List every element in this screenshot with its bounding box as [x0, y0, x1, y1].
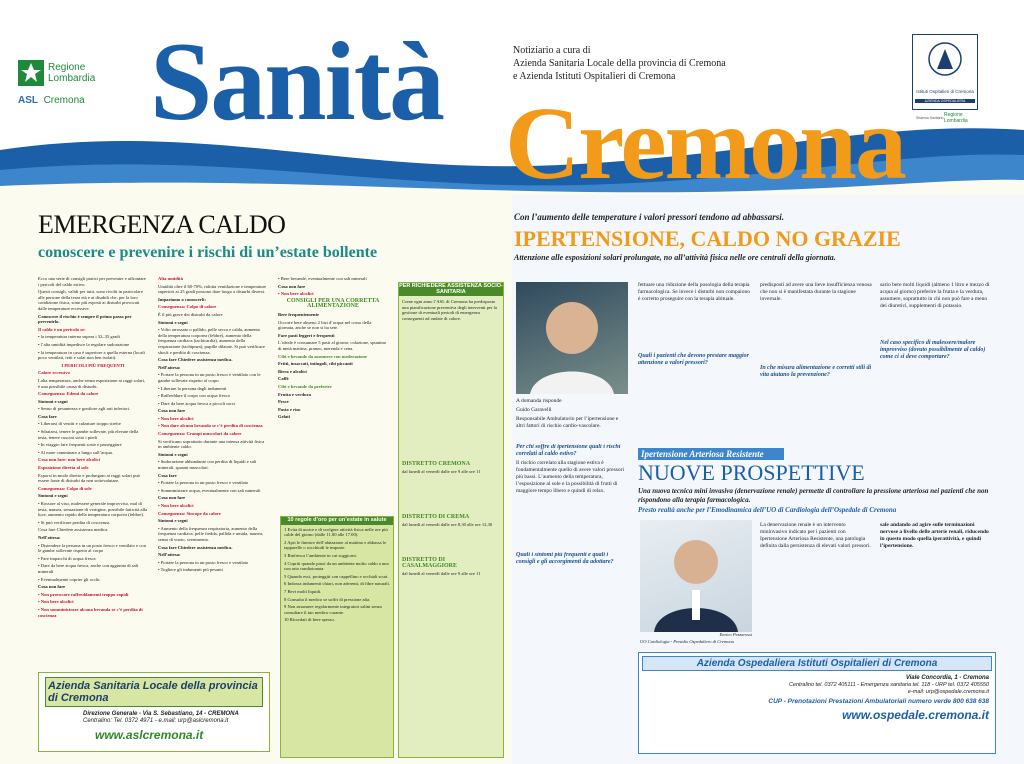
- section2-label: Ipertensione Arteriosa Resistente: [638, 448, 784, 460]
- asl-footer-title: Azienda Sanitaria Locale della provincia di Cremona: [45, 677, 263, 707]
- right-col-a2: Quali i sintomi più frequenti e quali i consigli e gli accorgimenti da adottare?: [516, 552, 614, 565]
- section2-presented: Presto realtà anche per l’Emodinamica dell’UO di Cardiologia dell’Ospedale di Cremona: [638, 506, 897, 514]
- garavelli-caption: A domanda risponde Guido Garavelli Responsabile Ambulatorio per l’ipertensione e altri fattori di rischio cardio-vascolare.: [516, 398, 619, 429]
- right-col-a: Per chi soffre di ipertensione quali i rischi correlati al caldo estivo? Il rischio correlato alla stagione estiva è fondamentalmente quello di avere valori pressori più bassi. L’aumento della temperatura, l’esposizione al sole e la possibilità di frutti di maggiore tempo libero e quindi di relax.: [516, 444, 624, 494]
- right-col-b: fettuare una riduzione della posologia della terapia farmacologica. Se invece i disturbi non compaiono è corretto proseguire con la terapia abituale. Quali i pazienti che devono prestare maggior attenzione a valori pressori?: [638, 282, 750, 366]
- title-cremona: Cremona: [505, 86, 906, 195]
- pezzarossi-caption-name: Enrico Pezzarossi: [719, 632, 752, 637]
- region-name: Regione Lombardia: [48, 62, 96, 84]
- left-column-3: • Bere bevande, eventualmente con sali minerali Cosa non fare • Non bere alcolici CONSIGLI PER UNA CORRETTA ALIMENTAZIONE Bere frequentemente Occorre bere almeno 2 litri d’acqua nel corso della giornata, anche se non si ha sete. Fare pasti leggeri e frequenti L’ideale è consumare 5 pasti al giorno: colazione, spuntino di metà mattina, pranzo, merenda e cena. Cibi e bevande da assumere con moderazione Fritti, insaccati, intingoli, cibi piccanti Birra e alcolici Caffè Cibi e bevande da preferire Frutta e verdura Pesce Pasta e riso Gelati: [278, 276, 387, 420]
- masthead: Regione Lombardia ASL Cremona Sanità Cremona Notiziario a cura di Azienda Sanitaria Locale della provincia di Cremona e Azienda Istituti Ospitalieri di Cremona Istituti Ospitalieri di Cremona AZIENDA OSPEDALIERA Sistema Sanitario Regione Lombardia: [0, 0, 1024, 195]
- right-headline: IPERTENSIONE, CALDO NO GRAZIE: [514, 226, 901, 251]
- regione-lombardia-small: Regione Lombardia: [944, 112, 968, 124]
- hospital-emblem-icon: [913, 35, 977, 87]
- right-col-d: sario bere molti liquidi (almeno 1 litro e mezzo di acqua al giorno) preferire la frutta e la verdura, assumere, soprattutto in chi non può fare a meno dei diuretici, supplementi di potassio. Nel caso specifico di malessere/malore improvviso (dovuto possibilmente al caldo) come ci si deve comportare?: [880, 282, 990, 360]
- left-column-1: Ecco una serie di consigli pratici per prevenire e affrontare i pericoli del caldo estivo. Questi consigli, validi per tutti, sono rivolti in particolare alle persone della terza età e ai disabili che, per la loro condizione fisica, sono più esposti ai disturbi provocati dalle temperature eccessive. Conoscere il rischio è sempre il primo passo per prevenirlo. Il caldo è un pericolo se: • la temperatura interna supera i 32–35 gradi • l’alta umidità impedisce la regolare sudorazione • la temperatura in casa è superiore a quella esterna (locali poco ventilati, tetti e solai non ben isolati). I PERICOLI PIÙ FREQUENTI Calore eccessivo Lalta temperatura, anche senza esposizione ai raggi solari, è una possibile causa di disturbi. Conseguenza: Edemi da calore Sintomi e segni • Senso di pesantezza e gonfiore agli arti inferiori. Cosa fare • Liberarsi di vestiti e calzature troppo strette • Sdraiarsi, tenere le gambe sollevate, più elevate della testa, tenere cuscini sotto i piedi • In viaggio fare frequenti soste e passeggiare • Al mare camminare a lungo sull’acqua. Cosa non fare: non bere alcolici Esposizione diretta al sole Esporsi in modo diretto e prolungato ai raggi solari può essere fonte di disturbi da non sottovalutare. Conseguenza: Colpo di sole Sintomi e segni • Rossore al viso, malessere generale improvviso, mal di testa, nausea, sensazione di vertigine, possibile fatticità alla luce, aumento rapido della temperatura corporea (febbre). • Si può verificare perdita di coscienza. Cosa fare Chiedere assistenza medica. Nell’attesa: • Distendere la persona in un posto fresco e ventilato e con le gambe sollevate rispetto al corpo • Fare impacchi di acqua fresca • Dare da bere acqua fresca, anche con aggiunta di sali minerali • Eventualmente coprire gli occhi. Cosa non fare • Non provocare raffreddamenti troppo rapidi • Non bere alcolici • Non somministrare alcuna bevanda se c’è perdita di coscienza: [38, 276, 148, 618]
- title-sanita: Sanità: [150, 20, 443, 144]
- asl-footer: Azienda Sanitaria Locale della provincia di Cremona Direzione Generale - Via S. Sebastiano, 14 - CREMONA Centralino: Tel. 0372 4971 - e.mail: urp@aslcremona.it www.aslcremona.it: [38, 672, 270, 752]
- ten-rules-box: 10 regole d’oro per un’estate in salute 1 Evita di uscire e di svolgere attività fisica nelle ore più calde del giorno (dalle 11.00 alle 17.00). 2 Apri le finestre dell’abitazione al mattino e abbassa le tapparelle o socchiudi le imposte. 3 Rinfresca l’ambiente in cui soggiorni. 4 Copriti quando passi da un ambiente molto caldo a uno con aria condizionata. 5 Quando esci, proteggiti con cappellino e occhiali scuri. 6 Indossa indumenti chiari, non aderenti, di fibre naturali. 7 Bevi molti liquidi. 8 Consulta il medico se soffri di pressione alta. 9 Non assumere regolarmente integratori salini senza consultare il tuo medico curante. 10 Ricordati di bere spesso.: [280, 516, 394, 758]
- asl-label: ASL Cremona: [18, 95, 85, 106]
- section2-deck: Una nuova tecnica mini invasiva (denervazione renale) permette di controllare la pressione arteriosa nei pazienti che non rispondono alla terapia farmacologica.: [638, 487, 989, 504]
- pezzarossi-photo: [640, 520, 752, 632]
- section2-text1: La denervazione renale è un intervento mininvasivo indicato per i pazienti con Ipertensione Arteriosa Resistente, una patologia definita dalla persistenza di elevati valori pressori.: [760, 522, 871, 549]
- regione-lombardia-logo: [18, 60, 44, 86]
- left-headline: EMERGENZA CALDO: [38, 210, 286, 239]
- asl-website-link[interactable]: www.aslcremona.it: [95, 728, 204, 742]
- pezzarossi-caption-role: UO Cardiologia - Presidio Ospedaliero di Cremona: [640, 639, 734, 644]
- hospital-email-link[interactable]: e-mail: urp@ospedale.cremona.it: [907, 689, 989, 695]
- hospital-website-link[interactable]: www.ospedale.cremona.it: [842, 708, 989, 722]
- right-kicker: Con l’aumento delle temperature i valori pressori tendono ad abbassarsi.: [514, 212, 785, 222]
- section2-headline: NUOVE PROSPETTIVE: [638, 460, 865, 485]
- right-deck: Attenzione alle esposizioni solari prolungate, no all’attività fisica nelle ore centrali della giornata.: [514, 253, 836, 262]
- assistance-box: PER RICHIEDERE ASSISTENZA SOCIO-SANITARIA Come ogni anno l’ASL di Cremona ha predisposto una pianificazione preventiva degli interventi per la gestione di eventuali periodi di emergenza conseguenti ad ondate di calore. DISTRETTO CREMONA dal lunedì al venerdì dalle ore 9 alle ore 11 DISTRETTO DI CREMA dal lunedì al venerdì dalle ore 8,30 alle ore 12,30 DISTRETTO DI CASALMAGGIORE dal lunedì al venerdì dalle ore 9 alle ore 11: [398, 282, 504, 758]
- section2-text2: sale andando ad agire sulle terminazioni nervose a livello delle arterie renali, riducendo in questo modo quella iperattività, e quindi l’ipertensione.: [880, 522, 989, 549]
- hospital-footer: Azienda Ospedaliera Istituti Ospitalieri di Cremona Viale Concordia, 1 - Cremona Centralino tel. 0372 405111 - Emergenza sanitaria tel. 118 - URP tel. 0372 405550 e-mail: urp@ospedale.cremona.it CUP - Prenotazioni Prestazioni Ambulatoriali numero verde 800 638 638 www.ospedale.cremona.it: [638, 652, 996, 754]
- right-col-c: predisposti ad avere una lieve insufficienza venosa che non si è manifestata durante la stagione invernale. In che misura alimentazione e corretti stili di vita aiutano la prevenzione?: [760, 282, 872, 378]
- notiziario-credit: Notiziario a cura di Azienda Sanitaria Locale della provincia di Cremona e Azienda Istituti Ospitalieri di Cremona: [513, 45, 726, 82]
- hospital-footer-title: Azienda Ospedaliera Istituti Ospitalieri di Cremona: [642, 656, 992, 671]
- left-subheadline: conoscere e prevenire i rischi di un’estate bollente: [38, 244, 378, 261]
- left-column-2: Alta umidità Umidità oltre il 60-70%, ridotta ventilazione e temperature superiori ai 25 gradi possono dare luogo a disturbi diversi. Impariamo a conoscerli: Conseguenza: Colpo di calore È il più grave dei disturbi da calore Sintomi e segni • Volto arrossato o pallido, pelle secca e calda, aumento della temperatura corporea (febbre), aumento della frequenza cardiaca (tachicardia), aumento della respirazione (tachipnea), pupille dilatate. Si può verificare shock e perdita di coscienza. Cosa fare Chiedere assistenza medica. Nell’attesa: • Portare la persona in un posto fresco e ventilato con le gambe sollevate rispetto al corpo • Liberare la persona dagli indumenti • Raffreddare il corpo con acqua fresca • Dare da bere acqua fresca a piccoli sorsi Cosa non fare • Non bere alcolici • Non dare alcuna bevanda se c’è perdita di coscienza Conseguenza: Crampi muscolari da calore Si verificano soprattutto durante una intensa attività fisica in ambiente caldo. Sintomi e segni • Sudorazione abbondante con perdita di liquidi e sali minerali, spasmi muscolari. Cosa fare • Portare la persona in un posto fresco e ventilato • Somministrare acqua, eventualmente con sali minerali Cosa non fare • Non bere alcolici Conseguenza: Sincope da calore Sintomi e segni • Aumento della frequenza respiratoria, aumento della frequenza cardiaca, pelle fredda, pallida e umida, nausea, senso di vuoto, svenimento. Cosa fare Chiedere assistenza medica. Nell’attesa: • Portare la persona in un posto fresco e ventilato • Togliere gli indumenti più pesanti: [158, 276, 267, 573]
- istituti-ospitalieri-logo: Istituti Ospitalieri di Cremona AZIENDA OSPEDALIERA: [912, 34, 978, 110]
- garavelli-photo: [516, 282, 628, 394]
